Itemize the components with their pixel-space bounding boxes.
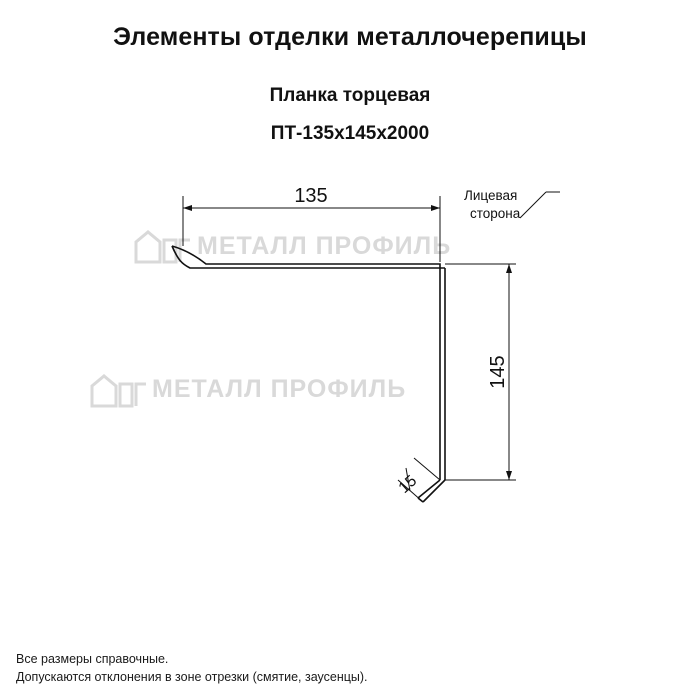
dimension-width-label: 135 [294,185,328,207]
watermark-text-bottom: МЕТАЛЛ ПРОФИЛЬ [152,375,407,403]
dimension-height-label: 145 [487,355,509,389]
callout-label-line2: сторона [470,206,521,221]
footnote-line-1: Все размеры справочные. [16,651,169,666]
product-code [0,122,700,147]
technical-drawing [0,150,700,570]
watermark-text-top: МЕТАЛЛ ПРОФИЛЬ [197,232,452,260]
page-title [0,22,700,53]
drawing-svg [0,150,700,570]
footnotes [16,650,368,686]
product-code-text: ПТ-135х145х2000 [270,123,430,144]
callout-label-line1: Лицевая [464,188,518,203]
main-title-text: Элементы отделки металлочерепицы [113,23,587,51]
dimension-flange-label: 15 [395,472,421,497]
callout-leader-line [520,192,560,218]
product-name [0,84,700,109]
product-name-text: Планка торцевая [269,85,431,106]
footnote-line-2: Допускаются отклонения в зоне отрезки (смятие, заусенцы). [16,669,368,684]
profile-outline [172,246,445,502]
